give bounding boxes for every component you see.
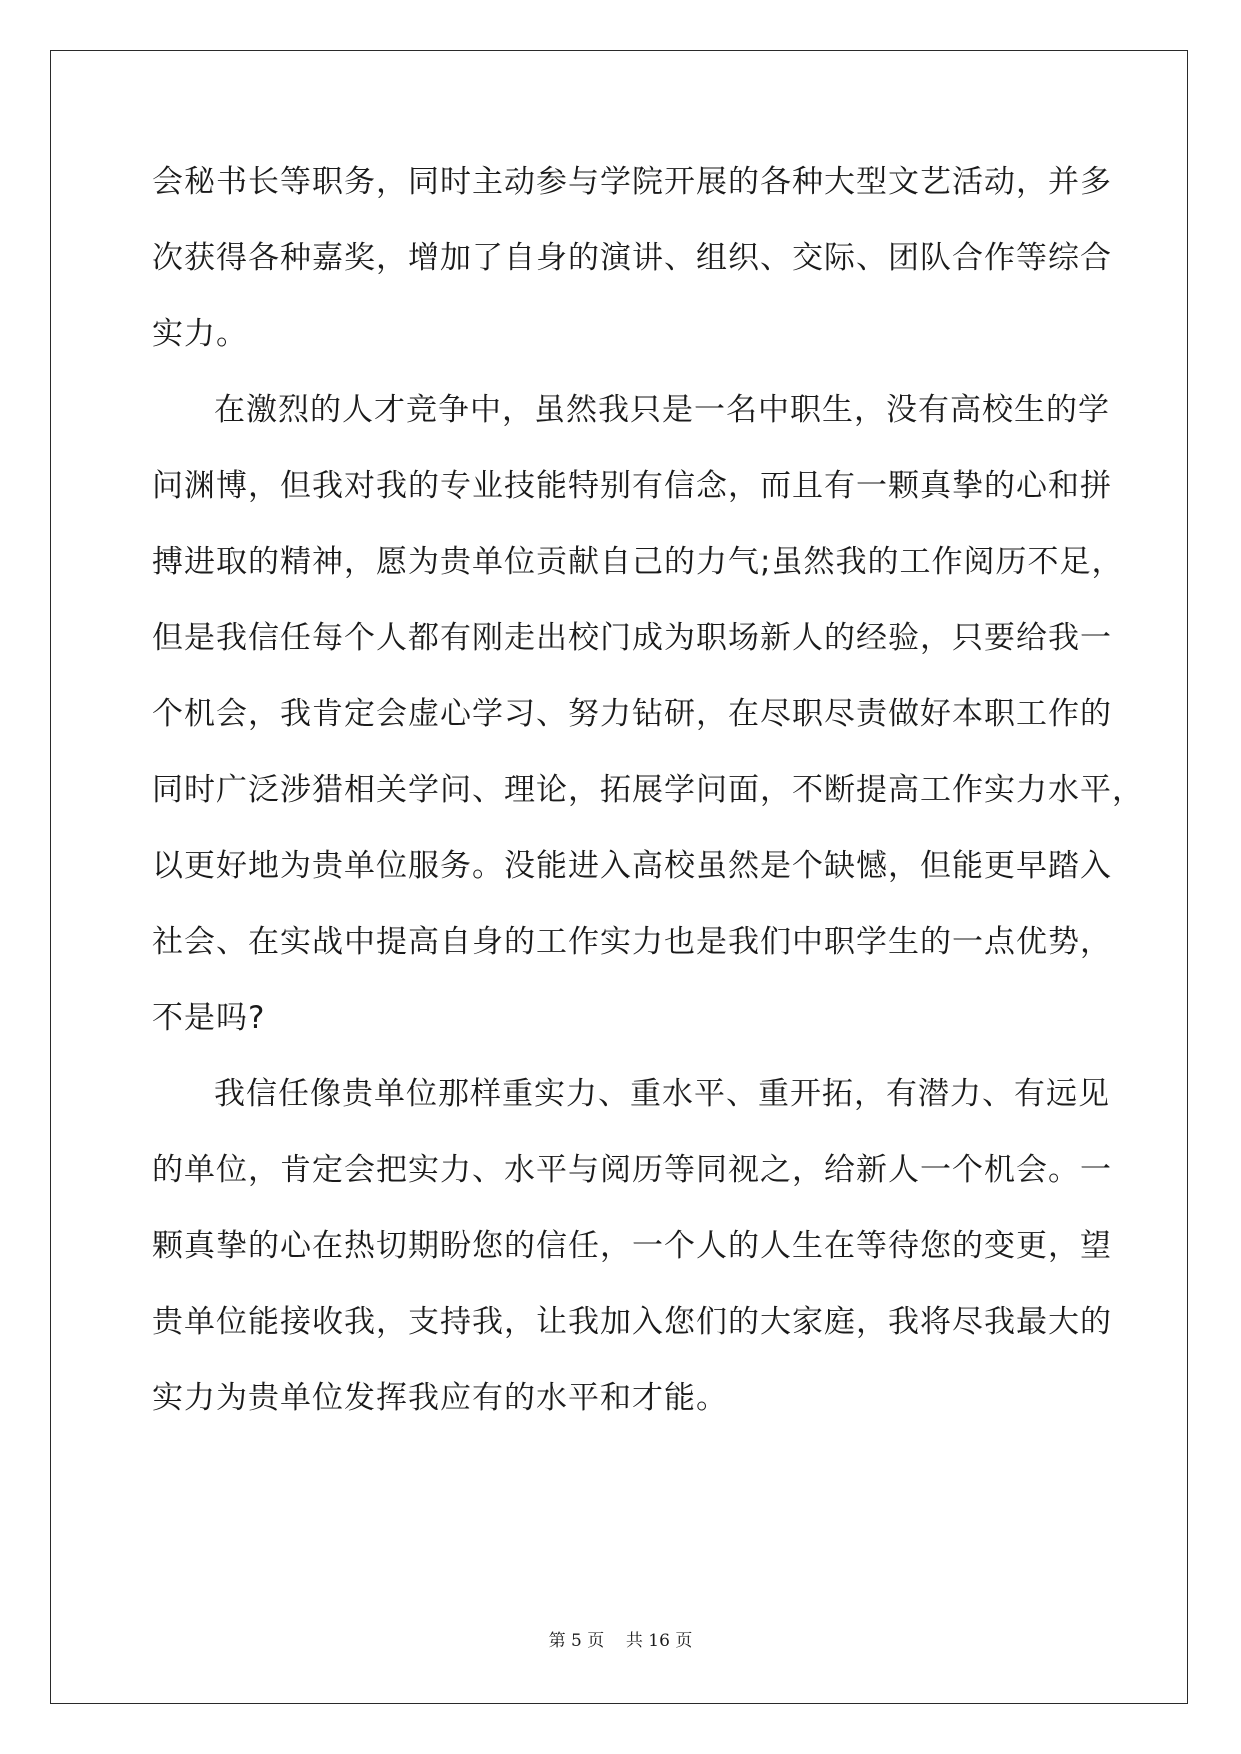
text-line: 同时广泛涉猎相关学问、理论，拓展学问面，不断提高工作实力水平， [152, 772, 1144, 808]
text-line: 会秘书长等职务，同时主动参与学院开展的各种大型文艺活动，并多 [152, 164, 1112, 200]
text-line: 问渊博，但我对我的专业技能特别有信念，而且有一颗真挚的心和拼 [152, 468, 1112, 504]
text-line: 个机会，我肯定会虚心学习、努力钻研，在尽职尽责做好本职工作的 [152, 696, 1112, 732]
text-line: 实力。 [152, 316, 248, 352]
text-line: 颗真挚的心在热切期盼您的信任，一个人的人生在等待您的变更，望 [152, 1228, 1112, 1264]
text-line: 但是我信任每个人都有刚走出校门成为职场新人的经验，只要给我一 [152, 620, 1112, 656]
text-line: 贵单位能接收我，支持我，让我加入您们的大家庭，我将尽我最大的 [152, 1304, 1112, 1340]
text-line: 我信任像贵单位那样重实力、重水平、重开拓，有潜力、有远见 [214, 1076, 1110, 1112]
text-line: 不是吗? [152, 1000, 266, 1036]
text-line: 搏进取的精神，愿为贵单位贡献自己的力气;虽然我的工作阅历不足， [152, 544, 1124, 580]
document-body [152, 160, 1144, 1452]
page-number-footer: 第 5 页 共 16 页 [548, 1631, 693, 1651]
text-line: 在激烈的人才竞争中，虽然我只是一名中职生，没有高校生的学 [214, 392, 1110, 428]
text-line: 次获得各种嘉奖，增加了自身的演讲、组织、交际、团队合作等综合 [152, 240, 1112, 276]
text-line: 实力为贵单位发挥我应有的水平和才能。 [152, 1380, 728, 1416]
text-line: 以更好地为贵单位服务。没能进入高校虽然是个缺憾，但能更早踏入 [152, 848, 1112, 884]
text-line: 的单位，肯定会把实力、水平与阅历等同视之，给新人一个机会。一 [152, 1152, 1112, 1188]
text-line: 社会、在实战中提高自身的工作实力也是我们中职学生的一点优势， [152, 924, 1112, 960]
